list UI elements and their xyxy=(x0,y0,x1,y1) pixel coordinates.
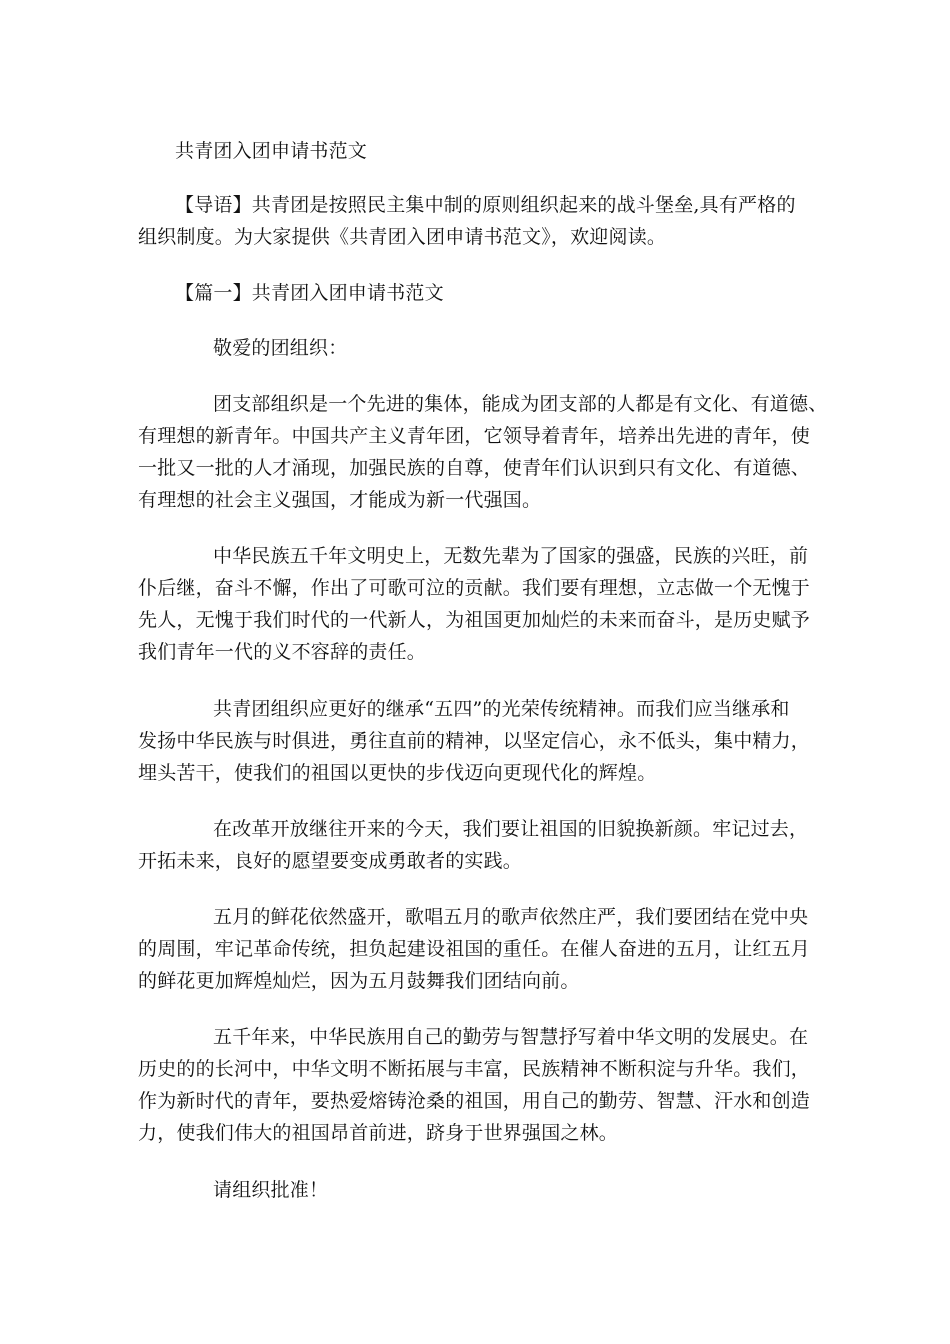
paragraph-6-line-1: 五千年来，中华民族用自己的勤劳与智慧抒写着中华文明的发展史。在 xyxy=(213,1026,809,1048)
document-title: 共青团入团申请书范文 xyxy=(175,140,368,162)
intro-line-2: 组织制度。为大家提供《共青团入团申请书范文》，欢迎阅读。 xyxy=(138,226,667,248)
paragraph-4-line-1: 在改革开放继往开来的今天，我们要让祖国的旧貌换新颜。牢记过去， xyxy=(213,818,809,840)
paragraph-3-line-3: 埋头苦干，使我们的祖国以更快的步伐迈向更现代化的辉煌。 xyxy=(138,762,657,784)
paragraph-5-line-3: 的鲜花更加辉煌灿烂，因为五月鼓舞我们团结向前。 xyxy=(138,970,580,992)
salutation: 敬爱的团组织： xyxy=(213,337,348,359)
paragraph-5-line-1: 五月的鲜花依然盛开，歌唱五月的歌声依然庄严，我们要团结在党中央 xyxy=(213,906,809,928)
paragraph-6-line-4: 力，使我们伟大的祖国昂首前进，跻身于世界强国之林。 xyxy=(138,1122,619,1144)
closing-line: 请组织批准！ xyxy=(213,1179,329,1201)
paragraph-4-line-2: 开拓未来，良好的愿望要变成勇敢者的实践。 xyxy=(138,850,523,872)
section-heading: 【篇一】共青团入团申请书范文 xyxy=(175,282,444,304)
paragraph-3-line-1: 共青团组织应更好的继承“五四”的光荣传统精神。而我们应当继承和 xyxy=(213,698,790,720)
paragraph-5-line-2: 的周围，牢记革命传统，担负起建设祖国的重任。在催人奋进的五月，让红五月 xyxy=(138,938,811,960)
paragraph-1-line-3: 一批又一批的人才涌现，加强民族的自尊，使青年们认识到只有文化、有道德、 xyxy=(138,457,811,479)
paragraph-3-line-2: 发扬中华民族与时俱进，勇往直前的精神，以坚定信心，永不低头，集中精力， xyxy=(138,730,811,752)
paragraph-2-line-1: 中华民族五千年文明史上，无数先辈为了国家的强盛，民族的兴旺，前 xyxy=(213,545,809,567)
paragraph-1-line-4: 有理想的社会主义强国，才能成为新一代强国。 xyxy=(138,489,542,511)
intro-line-1: 【导语】共青团是按照民主集中制的原则组织起来的战斗堡垒,具有严格的 xyxy=(175,194,796,216)
paragraph-6-line-2: 历史的的长河中，中华文明不断拓展与丰富，民族精神不断积淀与升华。我们， xyxy=(138,1058,811,1080)
paragraph-6-line-3: 作为新时代的青年，要热爱熔铸沧桑的祖国，用自己的勤劳、智慧、汗水和创造 xyxy=(138,1090,811,1112)
paragraph-1-line-2: 有理想的新青年。中国共产主义青年团，它领导着青年，培养出先进的青年，使 xyxy=(138,425,811,447)
paragraph-1-line-1: 团支部组织是一个先进的集体，能成为团支部的人都是有文化、有道德、 xyxy=(213,393,828,415)
paragraph-2-line-3: 先人，无愧于我们时代的一代新人，为祖国更加灿烂的未来而奋斗，是历史赋予 xyxy=(138,609,811,631)
paragraph-2-line-4: 我们青年一代的义不容辞的责任。 xyxy=(138,641,427,663)
paragraph-2-line-2: 仆后继，奋斗不懈，作出了可歌可泣的贡献。我们要有理想，立志做一个无愧于 xyxy=(138,577,811,599)
